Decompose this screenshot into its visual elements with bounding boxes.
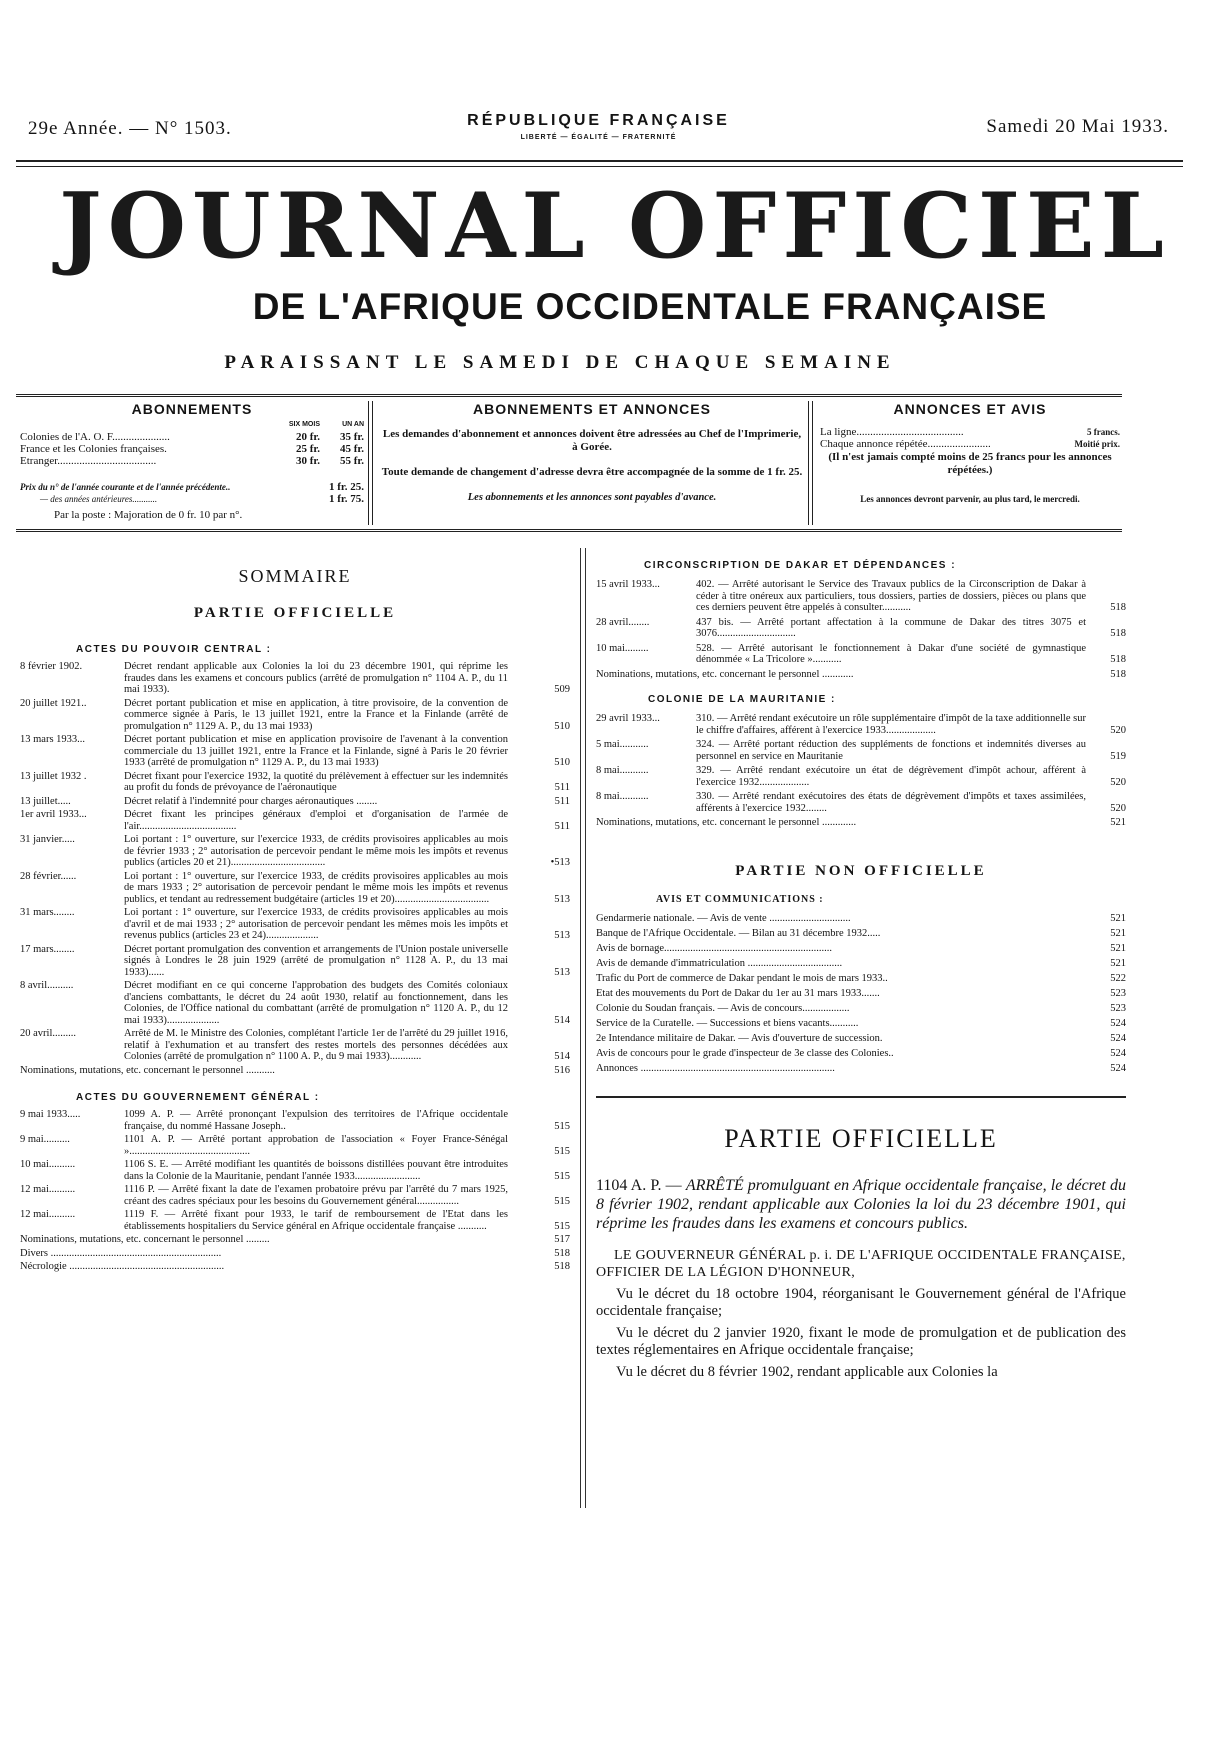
table-row bbox=[20, 443, 364, 455]
entry-page: 515 bbox=[554, 1145, 570, 1157]
list-item bbox=[596, 617, 1126, 640]
entry-page: 510 bbox=[554, 720, 570, 732]
ligne-value: 5 francs. bbox=[1087, 427, 1120, 437]
entry-page: 522 bbox=[1110, 972, 1126, 984]
list-item bbox=[596, 817, 1126, 829]
entry-text: Décret modifiant en ce qui concerne l'approbation des budgets des Comités coloniaux d'anciens combattants, le décret du 24 août 1930, relatif au fonctionnement, dans les Colonies, de l'Office national du combattant (arrêté de promulgation n° 1120 A. P., du 12 mai 1933).................... bbox=[124, 980, 508, 1026]
gouvernement-list bbox=[20, 1109, 570, 1232]
entry-text: Nominations, mutations, etc. concernant le personnel ........... bbox=[20, 1064, 275, 1076]
sommaire-heading: SOMMAIRE bbox=[238, 566, 352, 586]
arrete-number: 1104 A. P. — bbox=[596, 1176, 682, 1194]
list-item bbox=[596, 1061, 1126, 1076]
entry-page: 521 bbox=[1110, 957, 1126, 969]
abo-annonces-p1: Les demandes d'abonnement et annonces doivent être adressées au Chef de l'Imprimerie, à Gorée. bbox=[382, 428, 802, 453]
entry-text: Nécrologie ........................................................... bbox=[20, 1261, 225, 1272]
six-mois-header: SIX MOIS bbox=[288, 421, 320, 428]
entry-page: 510 bbox=[554, 757, 570, 768]
entry-text: Gendarmerie nationale. — Avis de vente ............................... bbox=[596, 912, 851, 924]
pouvoir-central-list bbox=[20, 661, 570, 1063]
row-an: 45 fr. bbox=[339, 443, 364, 455]
partie-officielle-heading: PARTIE OFFICIELLE bbox=[193, 605, 397, 621]
entry-page: 513 bbox=[554, 893, 570, 905]
entry-text: 1099 A. P. — Arrêté prononçant l'expulsion des territoires de l'Afrique occidentale française, du nommé Hassane Joseph.. bbox=[124, 1109, 508, 1132]
abo-annonces-p3: Les abonnements et les annonces sont payables d'avance. bbox=[467, 492, 717, 503]
abonnements-heading: ABONNEMENTS bbox=[131, 401, 253, 417]
prix-label: Prix du n° de l'année courante et de l'année précédente.. bbox=[20, 482, 231, 492]
list-item bbox=[20, 1109, 570, 1132]
list-item bbox=[20, 980, 570, 1026]
entry-text: 310. — Arrêté rendant exécutoire un rôle supplémentaire d'impôt de la taxe additionnelle sur le chiffre d'affaires, afférent à l'exercice 1933................... bbox=[696, 713, 1086, 736]
entry-page: 520 bbox=[1110, 724, 1126, 736]
entry-text: 402. — Arrêté autorisant le Service des Travaux publics de la Circonscription de Dakar à céder à titre onéreux aux particuliers, tous dossiers, parties de dossiers, pièces ou plans que ces derniers peuvent être appelés à consulter........... bbox=[696, 579, 1086, 613]
row-label: Colonies de l'A. O. F..................... bbox=[20, 431, 170, 443]
entry-text: 1106 S. E. — Arrêté modifiant les quantités de boissons distillées pouvant être introduites dans la Colonie de la Mauritanie, pendant l'année 1933......................... bbox=[124, 1159, 508, 1182]
entry-text: Nominations, mutations, etc. concernant le personnel ......... bbox=[20, 1234, 270, 1245]
list-item bbox=[20, 1209, 570, 1232]
vu-paragraph: Vu le décret du 8 février 1902, rendant applicable aux Colonies la bbox=[616, 1363, 998, 1380]
ligne-label: La ligne....................................... bbox=[820, 426, 964, 438]
entry-date: 20 avril......... bbox=[20, 1028, 76, 1039]
list-item bbox=[20, 1234, 570, 1246]
list-item bbox=[596, 579, 1126, 614]
entry-page: 523 bbox=[1110, 987, 1126, 999]
entry-text: Divers ................................................................. bbox=[20, 1247, 222, 1259]
entry-page: 516 bbox=[554, 1064, 570, 1076]
journal-subtitle: DE L'AFRIQUE OCCIDENTALE FRANÇAISE bbox=[252, 286, 1048, 327]
entry-page: 515 bbox=[554, 1170, 570, 1182]
list-item bbox=[20, 944, 570, 979]
entry-page: 514 bbox=[554, 1051, 570, 1062]
entry-text: Trafic du Port de commerce de Dakar pendant le mois de mars 1933.. bbox=[596, 972, 888, 984]
entry-date: 10 mai.......... bbox=[20, 1159, 76, 1170]
abonnements-table bbox=[20, 419, 364, 467]
entry-date: 10 mai......... bbox=[596, 642, 649, 654]
entry-text: Décret fixant pour l'exercice 1932, la quotité du prélèvement à effectuer sur les indemnités au profit du fonds de prévoyance de l'aéronautique bbox=[124, 770, 508, 793]
entry-date: 28 avril........ bbox=[596, 616, 650, 628]
entry-text: 1116 P. — Arrêté fixant la date de l'examen probatoire prévu par l'arrêté du 7 mars 1925, créant des cadres spéciaux pour les besoins du Gouvernement général................ bbox=[124, 1184, 508, 1207]
entry-date: 5 mai........... bbox=[596, 739, 649, 750]
entry-page: 524 bbox=[1110, 1032, 1126, 1044]
list-item bbox=[20, 1159, 570, 1182]
entry-page: 511 bbox=[554, 782, 570, 793]
entry-text: Nominations, mutations, etc. concernant le personnel ............ bbox=[596, 668, 854, 680]
entry-text: Loi portant : 1° ouverture, sur l'exercice 1933, de crédits provisoires applicables au mois d'avril et de mai 1933 ; 2° autorisation de percevoir pendant les mêmes mois les impôts et revenus publics (articles 23 et 24).................... bbox=[124, 907, 508, 941]
un-an-header: UN AN bbox=[342, 421, 364, 428]
entry-text: Banque de l'Afrique Occidentale. — Bilan au 31 décembre 1932..... bbox=[596, 927, 881, 939]
masthead-topline bbox=[28, 112, 1169, 152]
entry-text: Décret portant publication et mise en application, à titre provisoire, de la convention de commerce signée à Paris, le 13 juillet 1921, entre la France et la Finlande (arrêté de promulgation n° 1129 A. P., du 13 mai 1933) bbox=[124, 697, 508, 732]
subscription-box bbox=[16, 394, 1122, 532]
row-label: Etranger.................................... bbox=[20, 455, 157, 467]
republic-label: RÉPUBLIQUE FRANÇAISE bbox=[467, 112, 730, 129]
list-item bbox=[20, 871, 570, 906]
entry-text: 1101 A. P. — Arrêté portant approbation de l'association « Foyer France-Sénégal ».............................................. bbox=[124, 1134, 508, 1157]
entry-date: 13 juillet 1932 . bbox=[20, 770, 87, 782]
prix-value: 1 fr. 25. bbox=[328, 481, 364, 493]
row-an: 35 fr. bbox=[339, 431, 364, 443]
entry-date: 12 mai.......... bbox=[20, 1209, 76, 1220]
entry-text: Avis de bornage................................................................ bbox=[596, 942, 833, 954]
entry-text: Décret portant publication et mise en application provisoire de l'avenant à la convention commerciale du 13 juillet 1921, entre la France et la Finlande, signé à Paris le 20 février 1933 (arrêté de promulgation n° 1129 A. P., du 13 mai 1933) bbox=[124, 734, 508, 768]
list-item bbox=[596, 765, 1126, 788]
entry-text: 330. — Arrêté rendant exécutoires des états de dégrèvement d'impôts et taxes assimilées, afférents à l'exercice 1932........ bbox=[696, 791, 1086, 814]
entry-page: 515 bbox=[554, 1220, 570, 1232]
entry-page: 524 bbox=[1110, 1047, 1126, 1059]
list-item bbox=[20, 796, 570, 808]
annonces-delai: Les annonces devront parvenir, au plus tard, le mercredi. bbox=[860, 494, 1080, 504]
entry-text: Service de la Curatelle. — Successions et biens vacants........... bbox=[596, 1017, 859, 1029]
motto: LIBERTÉ — ÉGALITÉ — FRATERNITÉ bbox=[520, 134, 677, 141]
entry-page: 518 bbox=[554, 1261, 570, 1272]
entry-date: 29 avril 1933... bbox=[596, 713, 660, 724]
entry-date: 8 mai........... bbox=[596, 765, 649, 776]
entry-text: Colonie du Soudan français. — Avis de concours.................. bbox=[596, 1002, 850, 1014]
list-item bbox=[596, 956, 1126, 971]
repetee-value: Moitié prix. bbox=[1074, 439, 1120, 449]
entry-page: 514 bbox=[554, 1014, 570, 1026]
abonnements-column bbox=[20, 403, 364, 523]
prix-value: 1 fr. 75. bbox=[328, 493, 364, 505]
entry-date: 9 mai.......... bbox=[20, 1134, 70, 1145]
entry-page: 517 bbox=[554, 1234, 570, 1245]
list-item bbox=[20, 771, 570, 794]
abo-annonces-p2: Toute demande de changement d'adresse devra être accompagnée de la somme de 1 fr. 25. bbox=[381, 466, 803, 478]
row-six: 25 fr. bbox=[295, 443, 320, 455]
sommaire-column bbox=[20, 558, 570, 1275]
entry-page: 511 bbox=[554, 820, 570, 832]
entry-text: Décret relatif à l'indemnité pour charges aéronautiques ........ bbox=[124, 795, 378, 807]
entry-text: Décret fixant les principes généraux d'emploi et d'organisation de l'armée de l'air..................................... bbox=[124, 809, 508, 832]
entry-page: 521 bbox=[1110, 927, 1126, 939]
row-an: 55 fr. bbox=[339, 455, 364, 467]
entry-text: 1119 F. — Arrêté fixant pour 1933, le tarif de remboursement de l'Etat dans les établissements hospitaliers du Service général en Afrique occidentale française ........... bbox=[124, 1209, 508, 1232]
masthead-rule bbox=[16, 160, 1183, 167]
list-item bbox=[596, 911, 1126, 926]
list-item bbox=[20, 1065, 570, 1077]
list-item bbox=[596, 1046, 1126, 1061]
entry-page: 509 bbox=[554, 684, 570, 695]
entry-page: 523 bbox=[1110, 1002, 1126, 1014]
entry-text: Avis de concours pour le grade d'inspecteur de 3e classe des Colonies.. bbox=[596, 1047, 894, 1059]
issue-number: 29e Année. — N° 1503. bbox=[28, 118, 232, 139]
entry-date: 28 février...... bbox=[20, 870, 77, 882]
list-item bbox=[596, 739, 1126, 762]
entry-date: 8 avril.......... bbox=[20, 980, 74, 991]
table-row bbox=[20, 431, 364, 443]
column-rule bbox=[580, 548, 586, 1508]
poste-note: Par la poste : Majoration de 0 fr. 10 par n°. bbox=[54, 509, 243, 521]
entry-date: 20 juillet 1921.. bbox=[20, 697, 87, 709]
list-item bbox=[596, 713, 1126, 736]
entry-page: 518 bbox=[554, 1247, 570, 1259]
list-item bbox=[596, 941, 1126, 956]
entry-text: 528. — Arrêté autorisant le fonctionnement à Dakar d'une société de gymnastique dénommée « La Tricolore »........... bbox=[696, 642, 1086, 665]
list-item bbox=[20, 1184, 570, 1207]
annonces-heading: ANNONCES ET AVIS bbox=[893, 401, 1047, 417]
entry-date: 8 février 1902. bbox=[20, 661, 83, 672]
entry-date: 13 mars 1933... bbox=[20, 734, 86, 745]
entry-page: 518 bbox=[1110, 602, 1126, 613]
prix-table bbox=[20, 481, 364, 505]
row-six: 20 fr. bbox=[295, 431, 320, 443]
dakar-list bbox=[596, 579, 1126, 666]
entry-page: 521 bbox=[1110, 912, 1126, 924]
prix-label: — des années antérieures........... bbox=[40, 494, 158, 504]
entry-text: Loi portant : 1° ouverture, sur l'exercice 1933, de crédits provisoires applicables au mois de mars 1933 ; 2° autorisation de percevoir pendant le même mois les impôts et revenus publics, et tendant au redressement budgétaire (articles 19 et 20).................................... bbox=[124, 870, 508, 905]
entry-text: Annonces .......................................................................... bbox=[596, 1062, 835, 1074]
entry-page: 511 bbox=[554, 795, 570, 807]
list-item bbox=[20, 734, 570, 769]
entry-date: 31 mars........ bbox=[20, 907, 75, 918]
entry-text: 329. — Arrêté rendant exécutoire un état de dégrèvement d'impôt achour, afférent à l'exercice 1932................... bbox=[696, 765, 1086, 788]
entry-page: 518 bbox=[1110, 654, 1126, 665]
entry-text: Etat des mouvements du Port de Dakar du 1er au 31 mars 1933....... bbox=[596, 987, 880, 999]
gouvernement-heading: ACTES DU GOUVERNEMENT GÉNÉRAL : bbox=[76, 1092, 320, 1103]
list-item bbox=[596, 971, 1126, 986]
entry-date: 15 avril 1933... bbox=[596, 579, 660, 590]
gouvernement-extras bbox=[20, 1234, 570, 1273]
abo-annonces-heading: ABONNEMENTS ET ANNONCES bbox=[473, 401, 711, 417]
entry-page: 520 bbox=[1110, 776, 1126, 788]
annonces-note: (Il n'est jamais compté moins de 25 francs pour les annonces répétées.) bbox=[828, 451, 1112, 476]
entry-page: 521 bbox=[1110, 942, 1126, 954]
entry-page: 519 bbox=[1110, 750, 1126, 762]
gouverneur-line: LE GOUVERNEUR GÉNÉRAL p. i. DE L'AFRIQUE OCCIDENTALE FRANÇAISE, OFFICIER DE LA LÉGION D'HONNEUR, bbox=[596, 1247, 1126, 1280]
entry-page: •513 bbox=[550, 857, 570, 868]
entry-date: 9 mai 1933..... bbox=[20, 1109, 81, 1120]
entry-date: 13 juillet..... bbox=[20, 795, 71, 807]
journal-title: JOURNAL OFFICIEL bbox=[59, 173, 1170, 279]
entry-text: Arrêté de M. le Ministre des Colonies, complétant l'article 1er de l'arrêté du 29 juillet 1916, relatif à l'exhumation et au transfert des restes mortels des personnes décédées aux Colonies (arrêté de promulgation n° 1100 A. P., du 9 mai 1933)............ bbox=[124, 1028, 509, 1062]
dakar-heading: CIRCONSCRIPTION DE DAKAR ET DÉPENDANCES : bbox=[644, 560, 957, 571]
publication-frequency: PARAISSANT LE SAMEDI DE CHAQUE SEMAINE bbox=[224, 352, 896, 373]
entry-text: 2e Intendance militaire de Dakar. — Avis d'ouverture de succession. bbox=[596, 1032, 883, 1044]
list-item bbox=[596, 1001, 1126, 1016]
list-item bbox=[596, 791, 1126, 814]
entry-text: Décret portant promulgation des convention et arrangements de l'Union postale universelle signés à Londres le 28 juin 1929 (arrêté de promulgation n° 1128 A. P., du 13 mai 1933)...... bbox=[124, 943, 508, 978]
mauritanie-list bbox=[596, 713, 1126, 814]
list-item bbox=[20, 834, 570, 869]
entry-page: 513 bbox=[554, 930, 570, 941]
list-item bbox=[596, 643, 1126, 666]
list-item bbox=[20, 661, 570, 696]
section-rule bbox=[596, 1096, 1126, 1098]
annonces-column bbox=[820, 403, 1120, 523]
entry-text: Avis de demande d'immatriculation .................................... bbox=[596, 957, 843, 969]
abo-annonces-column bbox=[380, 403, 804, 523]
entry-text: 324. — Arrêté portant réduction des suppléments de fonctions et indemnités diverses au personnel en service en Mauritanie bbox=[696, 739, 1086, 762]
issue-date: Samedi 20 Mai 1933. bbox=[986, 116, 1169, 137]
partie-non-officielle-heading: PARTIE NON OFFICIELLE bbox=[735, 862, 987, 879]
list-item bbox=[20, 1261, 570, 1273]
avis-heading: AVIS ET COMMUNICATIONS : bbox=[656, 893, 824, 905]
entry-text: 437 bis. — Arrêté portant affectation à la commune de Dakar des titres 3075 et 3076.............................. bbox=[696, 616, 1086, 639]
list-item bbox=[20, 698, 570, 733]
arrete-title: ARRÊTÉ promulguant en Afrique occidentale française, le décret du 8 février 1902, rendant applicable aux Colonies la loi du 23 décembre 1901, qui réprime les fraudes dans les examens et concours publics. bbox=[596, 1176, 1127, 1232]
list-item bbox=[20, 1134, 570, 1157]
avis-list bbox=[596, 911, 1126, 1076]
entry-text: Décret rendant applicable aux Colonies la loi du 23 décembre 1901, qui réprime les fraudes dans les examens et concours publics (arrêté de promulgation n° 1104 A. P., du 11 mai 1933). bbox=[124, 661, 508, 695]
table-row bbox=[20, 455, 364, 467]
entry-page: 515 bbox=[554, 1195, 570, 1207]
entry-date: 31 janvier..... bbox=[20, 834, 75, 845]
entry-page: 524 bbox=[1110, 1062, 1126, 1074]
pouvoir-central-heading: ACTES DU POUVOIR CENTRAL : bbox=[76, 644, 272, 655]
list-item bbox=[596, 926, 1126, 941]
vu-paragraph: Vu le décret du 18 octobre 1904, réorganisant le Gouvernement général de l'Afrique occidentale française; bbox=[596, 1285, 1126, 1319]
entry-date: 8 mai........... bbox=[596, 791, 649, 802]
list-item bbox=[596, 669, 1126, 681]
entry-date: 1er avril 1933... bbox=[20, 809, 87, 820]
annonces-table bbox=[820, 426, 1120, 450]
entry-page: 520 bbox=[1110, 802, 1126, 814]
list-item bbox=[596, 986, 1126, 1001]
entry-text: Nominations, mutations, etc. concernant le personnel ............. bbox=[596, 817, 857, 828]
entry-date: 17 mars........ bbox=[20, 943, 75, 955]
list-item bbox=[20, 809, 570, 832]
list-item bbox=[20, 1248, 570, 1260]
list-item bbox=[20, 907, 570, 942]
mauritanie-heading: COLONIE DE LA MAURITANIE : bbox=[648, 694, 836, 705]
list-item bbox=[596, 1016, 1126, 1031]
partie-officielle-title: PARTIE OFFICIELLE bbox=[724, 1123, 998, 1153]
entry-page: 515 bbox=[554, 1120, 570, 1132]
row-label: France et les Colonies françaises. bbox=[20, 443, 167, 455]
box-separator bbox=[368, 401, 373, 525]
entry-page: 521 bbox=[1110, 817, 1126, 828]
entry-page: 524 bbox=[1110, 1017, 1126, 1029]
entry-text: Loi portant : 1° ouverture, sur l'exercice 1933, de crédits provisoires applicables au mois de février 1933 ; 2° autorisation de percevoir pendant le même mois les impôts et revenus publics (articles 20 et 21).................................... bbox=[124, 834, 508, 868]
arrete-lead bbox=[596, 1176, 1126, 1233]
entry-page: 518 bbox=[1110, 628, 1126, 639]
entry-page: 513 bbox=[554, 966, 570, 978]
entry-page: 518 bbox=[1110, 668, 1126, 680]
row-six: 30 fr. bbox=[295, 455, 320, 467]
right-column bbox=[596, 560, 1126, 1381]
list-item bbox=[596, 1031, 1126, 1046]
repetee-label: Chaque annonce répétée....................... bbox=[820, 438, 991, 450]
entry-date: 12 mai.......... bbox=[20, 1184, 76, 1195]
box-separator bbox=[808, 401, 813, 525]
vu-paragraph: Vu le décret du 2 janvier 1920, fixant le mode de promulgation et de publication des textes réglementaires en Afrique occidentale française; bbox=[596, 1324, 1126, 1358]
list-item bbox=[20, 1028, 570, 1063]
